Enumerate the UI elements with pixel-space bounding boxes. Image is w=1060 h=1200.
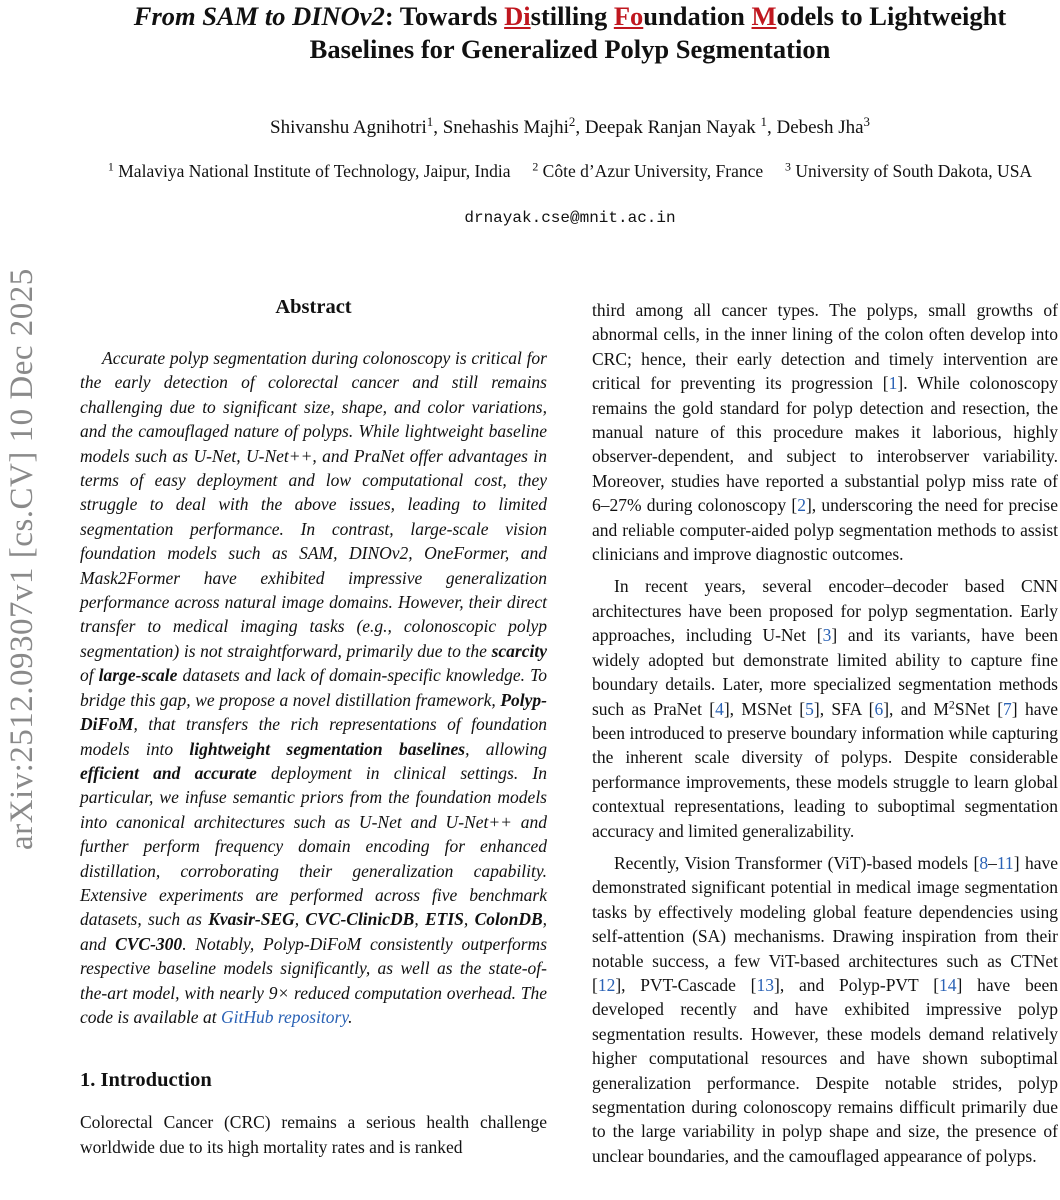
body-paragraph: In recent years, several encoder–decoder based CNN architectures have been proposed for polyp segmentation. Early approaches, including U-Net [3] and its variants, have been widely adopted but demonstrate limited ability to capture fine boundary details. Later, more specialized segmentation methods such as PraNet [4], MSNet [5], SFA [6], and $M^2SNet$ [7] have been introduced to preserve boundary information while capturing the inherent scale diversity of polyps. Despite considerable performance improvements, these models struggle to learn global contextual representations, leading to suboptimal segmentation accuracy and limited generalizability.	[592, 576, 1059, 841]
citation-link[interactable]: 1	[888, 373, 898, 394]
title-line-2: Baselines for Generalized Polyp Segmentation	[309, 34, 831, 64]
title-highlight-m: M	[751, 1, 777, 31]
title-part: stilling	[530, 1, 614, 31]
citation-link[interactable]: 2	[797, 495, 806, 516]
citation-link[interactable]: 5	[805, 698, 814, 719]
affiliation: $^3$ University of South Dakota, USA	[785, 159, 1033, 181]
author: Shivanshu Agnihotri$^1$,	[270, 113, 443, 138]
author: Debesh Jha$^3$	[776, 113, 870, 138]
abstract-heading: Abstract	[275, 296, 352, 318]
section-heading-introduction: 1. Introduction	[80, 1069, 212, 1092]
paper-title	[80, 0, 1060, 66]
citation-link[interactable]: 11	[996, 852, 1014, 873]
citation-link[interactable]: 3	[822, 625, 832, 646]
title-highlight-di: Di	[504, 1, 531, 31]
affiliation: $^2$ Côte d’Azur University, France	[532, 159, 764, 181]
github-link[interactable]: GitHub repository	[220, 1006, 349, 1027]
citation-link[interactable]: 13	[756, 974, 774, 995]
left-column	[80, 296, 547, 1159]
affiliations	[100, 158, 1040, 185]
title-part: undation	[643, 1, 752, 31]
citation-link[interactable]: 6	[874, 698, 884, 719]
citation-link[interactable]: 4	[715, 698, 724, 719]
title-part: : Towards	[384, 1, 505, 31]
arxiv-stamp: arXiv:2512.09307v1 [cs.CV] 10 Dec 2025	[4, 268, 40, 850]
citation-link[interactable]: 7	[1003, 698, 1012, 719]
title-part-model: From SAM to DINOv2	[133, 1, 385, 31]
author-list	[80, 113, 1060, 139]
citation-link[interactable]: 8	[979, 852, 989, 873]
right-column	[592, 298, 1058, 1176]
author: Snehashis Majhi$^2$,	[442, 113, 585, 138]
body-paragraph: Recently, Vision Transformer (ViT)-based models [8–11] have demonstrated significant potential in medical image segmentation tasks by effectively modeling global feature dependencies using self-attention (SA) mechanisms. Drawing inspiration from their notable success, a few ViT-based architectures such as CTNet [12], PVT-Cascade [13], and Polyp-PVT [14] have been developed recently and have exhibited impressive polyp segmentation results. However, these models demand relatively higher computational resources and have shown suboptimal generalization performance. Despite notable strides, polyp segmentation during colonoscopy remains difficult primarily due to the large variability in polyp shape and size, the presence of unclear boundaries, and the camouflaged appearance of polyps.	[592, 852, 1058, 1166]
affiliation: $^1$ Malaviya National Institute of Technology, Jaipur, India	[107, 159, 511, 181]
abstract-body: Accurate polyp segmentation during colonoscopy is critical for the early detection of colorectal cancer and still remains challenging due to significant size, shape, and color variations, and the camouflaged nature of polyps. While lightweight baseline models such as U-Net, U-Net++, and PraNet offer advantages in terms of easy deployment and low computational cost, they struggle to deal with the above issues, leading to limited segmentation performance. In contrast, large-scale vision foundation models such as SAM, DINOv2, OneFormer, and Mask2Former have exhibited impressive generalization performance across natural image domains. However, their direct transfer to medical imaging tasks (e.g., colonoscopic polyp segmentation) is not straightforward, primarily due to the scarcity of large-scale datasets and lack of domain-specific knowledge. To bridge this gap, we propose a novel distillation framework, Polyp-DiFoM, that transfers the rich representations of foundation models into lightweight segmentation baselines, allowing efficient and accurate deployment in clinical settings. In particular, we infuse semantic priors from the foundation models into canonical architectures such as U-Net and U-Net++ and further perform frequency domain encoding for enhanced distillation, corroborating their generalization capability. Extensive experiments are performed across five benchmark datasets, such as Kvasir-SEG, CVC-ClinicDB, ETIS, ColonDB, and CVC-300. Notably, Polyp-DiFoM consistently outperforms respective baseline models significantly, as well as the state-of-the-art model, with nearly 9× reduced computation overhead. The code is available at GitHub repository.	[80, 348, 548, 1027]
body-paragraph: third among all cancer types. The polyps, small growths of abnormal cells, in the inner lining of the colon often develop into CRC; hence, their early detection and timely intervention are critical for preventing its progression [1]. While colonoscopy remains the gold standard for polyp detection and resection, the manual nature of this procedure makes it laborious, highly observer-dependent, and subject to interobserver variability. Moreover, studies have reported a substantial polyp miss rate of 6–27% during colonoscopy [2], underscoring the need for precise and reliable computer-aided polyp segmentation methods to assist clinicians and improve diagnostic outcomes.	[592, 300, 1058, 565]
contact-email[interactable]: drnayak.cse@mnit.ac.in	[464, 209, 676, 227]
author: Deepak Ranjan Nayak $^1$,	[584, 113, 777, 138]
intro-paragraph: Colorectal Cancer (CRC) remains a serious health challenge worldwide due to its high mortality rates and is ranked	[80, 1112, 547, 1157]
title-part: odels to Lightweight	[776, 1, 1007, 31]
citation-link[interactable]: 14	[939, 974, 957, 995]
citation-link[interactable]: 12	[597, 974, 616, 995]
title-highlight-fo: Fo	[613, 1, 644, 31]
